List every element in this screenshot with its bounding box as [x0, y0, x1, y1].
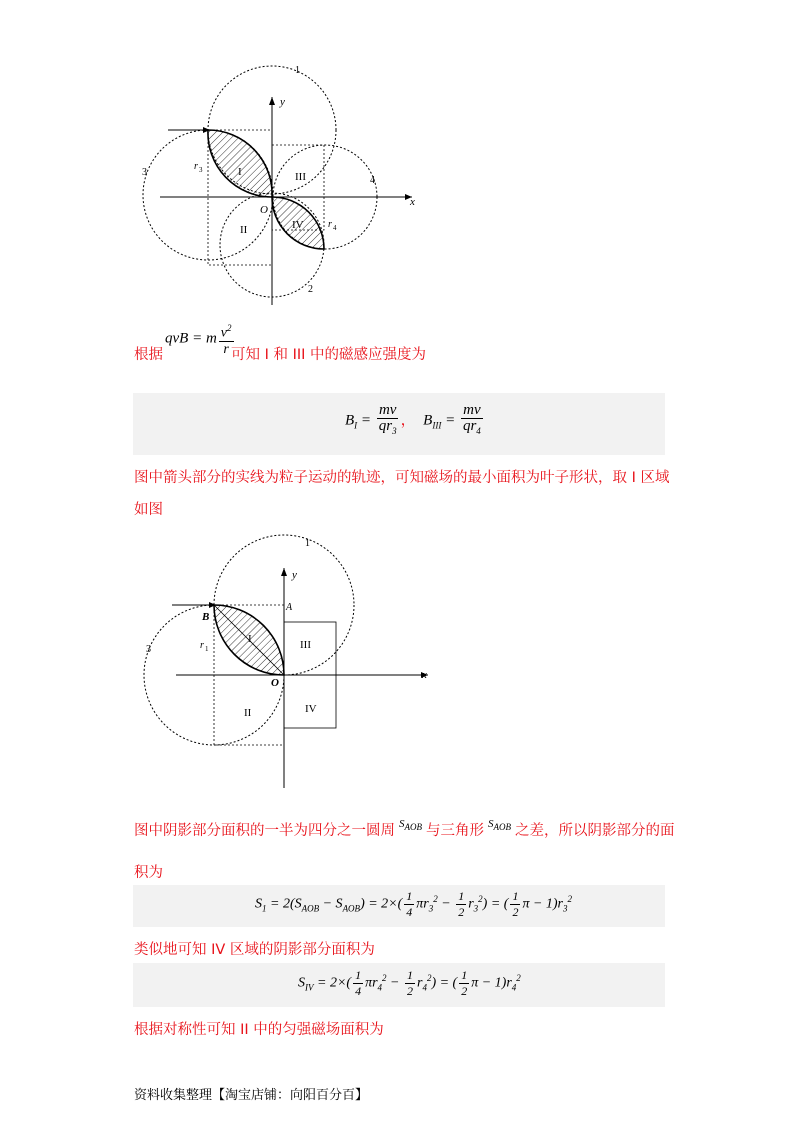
x-axis-label: x [410, 196, 415, 208]
region-I-label-2: I [248, 633, 252, 645]
x-axis-label-2: x [422, 669, 427, 681]
line-4: 图中阴影部分面积的一半为四分之一圆周 $^{S_{AOB}}$ 与三角形 $^{S_{AOB}}$ 之差，所以阴影部分的面 [134, 818, 675, 839]
footer-source: 资料收集整理【淘宝店铺：向阳百分百】 [134, 1088, 369, 1103]
circle-3-label: 3 [142, 167, 147, 178]
line-7: 根据对称性可知 II 中的匀强磁场面积为 [134, 1022, 384, 1038]
line-1: 根据 [134, 347, 163, 363]
circle-1-label-2: 1 [305, 538, 310, 549]
formula-box-S1: $S_1 = 2(S_{AOB} - S_{AOB}) = 2\times$( $\frac{1}{4}$ $\pi r_3^2$ − $\frac{1}{2}$ $r_3^2$) = ( $\frac{1}{2}$ $\pi - 1)r_3^2$ [133, 885, 665, 927]
point-B-label: B [202, 611, 210, 623]
line-5: 积为 [134, 865, 163, 881]
r3-label: r [194, 161, 198, 172]
figure-2-region-I [140, 530, 440, 795]
region-IV-label-2: IV [305, 703, 317, 715]
region-IV-label: IV [292, 219, 304, 231]
y-axis-label-2: y [292, 569, 297, 581]
region-II-label-2: II [244, 707, 252, 719]
circle-2-label: 2 [308, 284, 313, 295]
circle-4-label: 4 [370, 175, 375, 186]
formula-box-SIV: $S_{IV} = 2\times$( $\frac{1}{4}$ $\pi r_4^2$ − $\frac{1}{2}$ $r_4^2$) = ( $\frac{1}{2}$ $\pi - 1)r_4^2$ [133, 963, 665, 1007]
y-axis-label: y [280, 96, 285, 108]
region-II-label: II [240, 224, 248, 236]
origin-label: O [260, 204, 268, 216]
r1-sub: 1 [205, 645, 209, 653]
formula-qvB: qvB = m $\frac{v^2}{r}$ [165, 323, 232, 357]
line-1-suffix: 可知 I 和 III 中的磁感应强度为 [231, 347, 427, 363]
region-I-label: I [238, 166, 242, 178]
line-6: 类似地可知 IV 区域的阴影部分面积为 [134, 942, 375, 958]
line-2: 图中箭头部分的实线为粒子运动的轨迹，可知磁场的最小面积为叶子形状，取 I 区域 [134, 470, 670, 486]
r4-sub: 4 [333, 224, 337, 232]
circle-3-label-2: 3 [146, 644, 151, 655]
figure-1-four-circles [130, 55, 430, 310]
formula-box-B: $B_I$ = $\frac{mv}{qr_3}$ ， $B_{III}$ = $\frac{mv}{qr_4}$ [133, 393, 665, 455]
r3-sub: 3 [199, 166, 203, 174]
r1-label: r [200, 640, 204, 651]
r4-label: r [328, 219, 332, 230]
circle-1-label: 1 [295, 65, 300, 76]
point-A-label: A [286, 602, 293, 613]
line-3: 如图 [134, 502, 163, 518]
region-III-label-2: III [300, 639, 311, 651]
region-III-label: III [295, 171, 306, 183]
origin-label-2: O [271, 677, 279, 689]
